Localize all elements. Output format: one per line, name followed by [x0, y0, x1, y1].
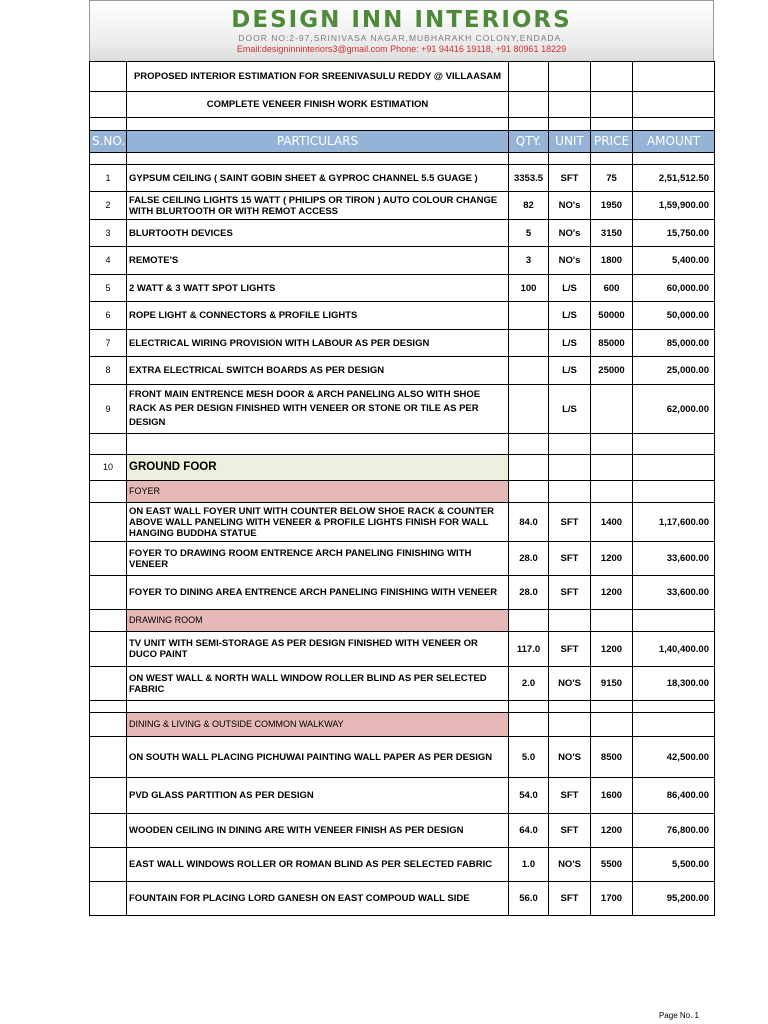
estimate-subtitle: COMPLETE VENEER FINISH WORK ESTIMATION [127, 92, 509, 118]
company-contact: Email:designinninteriors3@gmail.com Phone: +91 94416 19118, +91 80961 18229 [236, 44, 567, 54]
table-row: TV UNIT WITH SEMI-STORAGE AS PER DESIGN FINISHED WITH VENEER OR DUCO PAINT 117.0 SFT 1200 1,40,400.00 [90, 632, 715, 667]
spacer-row [90, 701, 715, 713]
section-label-ground-floor: GROUND FOOR [127, 455, 509, 481]
section-row-dining [90, 713, 715, 737]
table-row: 5 2 WATT & 3 WATT SPOT LIGHTS 100 L/S 600 60,000.00 [90, 275, 715, 302]
col-unit: UNIT [549, 131, 591, 153]
col-qty: QTY. [509, 131, 549, 153]
table-row: WOODEN CEILING IN DINING ARE WITH VENEER FINISH AS PER DESIGN 64.0 SFT 1200 76,800.00 [90, 814, 715, 848]
page-number: Page No. 1 [658, 1011, 699, 1020]
table-row: FOYER TO DRAWING ROOM ENTRENCE ARCH PANELING FINISHING WITH VENEER 28.0 SFT 1200 33,600.00 [90, 542, 715, 576]
spacer-row [90, 153, 715, 165]
table-row: 7 ELECTRICAL WIRING PROVISION WITH LABOUR AS PER DESIGN L/S 85000 85,000.00 [90, 330, 715, 357]
company-address: DOOR NO:2-97,SRINIVASA NAGAR,MUBHARAKH COLONY,ENDADA. [238, 33, 565, 43]
spacer-row [90, 434, 715, 455]
subtitle-row [90, 92, 715, 118]
table-row: ON SOUTH WALL PLACING PICHUWAI PAINTING WALL PAPER AS PER DESIGN 5.0 NO'S 8500 42,500.00 [90, 737, 715, 778]
section-label-drawing-room: DRAWING ROOM [127, 610, 509, 632]
estimate-sheet [89, 0, 714, 916]
section-row-foyer [90, 481, 715, 503]
table-row: 4 REMOTE'S 3 NO's 1800 5,400.00 [90, 247, 715, 275]
col-sno: S.NO. [90, 131, 127, 153]
letterhead [89, 0, 714, 61]
table-row: ON EAST WALL FOYER UNIT WITH COUNTER BELOW SHOE RACK & COUNTER ABOVE WALL PANELING WITH VENEER & PROFILE LIGHTS FINISH FOR WALL HANGING BUDDHA STATUE 84.0 SFT 1400 1,17,600.00 [90, 503, 715, 542]
title-row [90, 62, 715, 92]
table-row: PVD GLASS PARTITION AS PER DESIGN 54.0 SFT 1600 86,400.00 [90, 778, 715, 814]
table-row: 8 EXTRA ELECTRICAL SWITCH BOARDS AS PER DESIGN L/S 25000 25,000.00 [90, 357, 715, 385]
estimate-title: PROPOSED INTERIOR ESTIMATION FOR SREENIVASULU REDDY @ VILLAASAM [127, 62, 509, 92]
table-row: 1 GYPSUM CEILING ( SAINT GOBIN SHEET & GYPROC CHANNEL 5.5 GUAGE ) 3353.5 SFT 75 2,51,512.50 [90, 165, 715, 192]
table-row: FOUNTAIN FOR PLACING LORD GANESH ON EAST COMPOUD WALL SIDE 56.0 SFT 1700 95,200.00 [90, 882, 715, 916]
company-name: DESIGN INN INTERIORS [231, 7, 572, 33]
section-row-ground-floor: 10 GROUND FOOR [90, 455, 715, 481]
section-label-foyer: FOYER [127, 481, 509, 503]
table-row: EAST WALL WINDOWS ROLLER OR ROMAN BLIND AS PER SELECTED FABRIC 1.0 NO'S 5500 5,500.00 [90, 848, 715, 882]
table-row: 3 BLURTOOTH DEVICES 5 NO's 3150 15,750.00 [90, 220, 715, 247]
col-particulars: PARTICULARS [127, 131, 509, 153]
col-price: PRICE [591, 131, 633, 153]
table-row: 2 FALSE CEILING LIGHTS 15 WATT ( PHILIPS OR TIRON ) AUTO COLOUR CHANGE WITH BLURTOOTH OR WITH REMOT ACCESS 82 NO's 1950 1,59,900.00 [90, 192, 715, 220]
section-row-drawing-room [90, 610, 715, 632]
table-row: 9 FRONT MAIN ENTRENCE MESH DOOR & ARCH PANELING ALSO WITH SHOE RACK AS PER DESIGN FINISHED WITH VENEER OR STONE OR TILE AS PER DESIGN L/S 62,000.00 [90, 385, 715, 434]
estimate-table [89, 61, 715, 916]
table-row: ON WEST WALL & NORTH WALL WINDOW ROLLER BLIND AS PER SELECTED FABRIC 2.0 NO'S 9150 18,300.00 [90, 667, 715, 701]
spacer-row [90, 118, 715, 131]
table-row: FOYER TO DINING AREA ENTRENCE ARCH PANELING FINISHING WITH VENEER 28.0 SFT 1200 33,600.00 [90, 576, 715, 610]
table-row: 6 ROPE LIGHT & CONNECTORS & PROFILE LIGHTS L/S 50000 50,000.00 [90, 302, 715, 330]
section-label-dining: DINING & LIVING & OUTSIDE COMMON WALKWAY [127, 713, 509, 737]
column-header-row [90, 131, 715, 153]
col-amount: AMOUNT [633, 131, 715, 153]
